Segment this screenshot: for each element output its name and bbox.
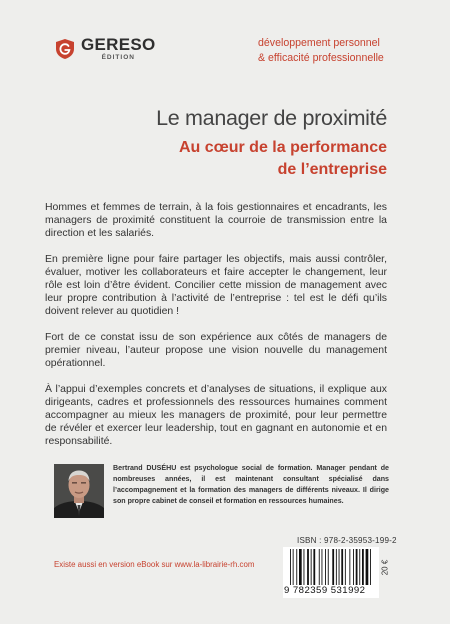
blurb xyxy=(45,201,387,461)
brand-sub: ÉDITION xyxy=(101,54,135,61)
barcode-bars xyxy=(290,549,372,585)
subtitle-line-1: Au cœur de la performance xyxy=(178,139,387,156)
blurb-paragraph-3: Fort de ce constat issu de son expérience aux côtés de managers de premier niveau, l’auteur propose une vision nouvelle du management opérationnel. xyxy=(45,331,387,369)
publisher-logo xyxy=(54,36,156,62)
blurb-paragraph-1: Hommes et femmes de terrain, à la fois gestionnaires et encadrants, les managers de proximité constituent la courroie de transmission entre la direction et les salariés. xyxy=(45,202,387,240)
isbn: ISBN : 978-2-35953-199-2 xyxy=(297,536,397,545)
author-section xyxy=(54,464,388,518)
collection-line-2: & efficacité professionnelle xyxy=(258,52,384,64)
gereso-shield-icon xyxy=(54,38,76,60)
collection-line-1: développement personnel xyxy=(258,37,380,49)
blurb-paragraph-2: En première ligne pour faire partager les objectifs, mais aussi contrôler, évaluer, motiver les collaborateurs et faire accepter le changement, leur rôle est loin d’être évident. Concilier cette mission de management avec leur propre contribution à l’activité de l’entreprise : tel est le défi qu’ils doivent relever au quotidien ! xyxy=(45,253,387,318)
blurb-paragraph-4: À l’appui d’exemples concrets et d’analyses de situations, il explique aux dirigeants, cadres et professionnels des ressources humaines comment accompagner au mieux les managers de proximité, pour leur permettre de révéler et exercer leur leadership, tout en gagnant en autonomie et en responsabilité. xyxy=(45,383,387,447)
author-photo xyxy=(54,464,104,518)
price xyxy=(379,549,390,589)
barcode-digits: 9 782359 531992 xyxy=(284,585,366,596)
price-label: 20 € xyxy=(380,559,390,576)
brand-name: GERESO xyxy=(81,35,156,54)
book-subtitle xyxy=(87,137,387,181)
barcode xyxy=(283,547,379,598)
subtitle-line-2: de l’entreprise xyxy=(277,161,387,178)
collection-name xyxy=(258,36,384,66)
book-title: Le manager de proximité xyxy=(156,106,387,130)
ebook-note: Existe aussi en version eBook sur www.la-librairie-rh.com xyxy=(54,560,255,569)
author-bio: Bertrand DUSÉHU est psychologue social de formation. Manager pendant de nombreuses années, il est maintenant consultant spécialisé dans l’accompagnement et la formation des managers de différents niveaux. Il dirige son propre cabinet de conseil et formation en ressources humaines. xyxy=(113,464,389,505)
